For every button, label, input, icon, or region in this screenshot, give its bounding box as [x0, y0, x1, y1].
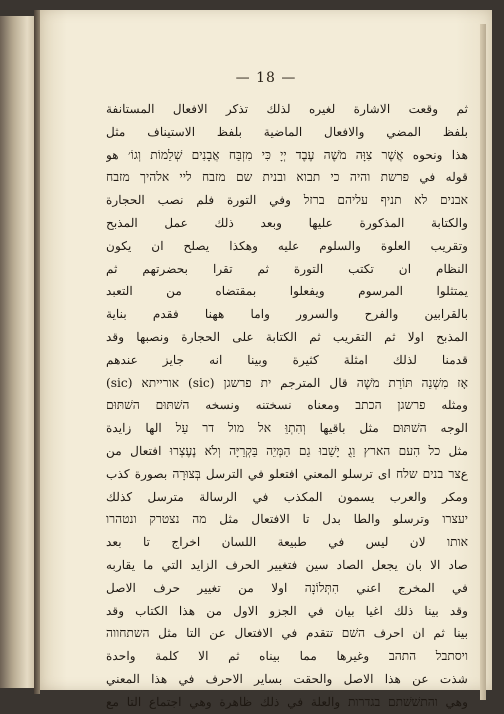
text-line: وهي והתשׁשׁתם בגדרות والعلة في ذلك ظاهرة وهي اجتماع التا مع [106, 694, 468, 709]
text-line: في المخرج اعني הִתְּלוֹנָה اولا من تغيير حرف الاصل [106, 580, 468, 595]
main-text-block [106, 98, 468, 714]
text-line: المذبح اولا ثم التقريب ثم الكتابة على الحجارة ونصبها وقد [106, 329, 468, 344]
text-line: والكتابة المذكورة عليها وبعد ذلك عمل المذبح [106, 215, 468, 230]
text-line: النظام ان تكتب التورة ثم تقرا بحضرتهم ثم [106, 261, 468, 276]
text-line: وتقريب العلوة والسلوم عليه وهكذا يصلح ان يكون [106, 238, 468, 253]
text-line: هذا ونحوه אֲשֶׁר צִוָּה מֹשֶׁה עֶבֶד יְיָ כִּי מִזְבַּח אֲבָנִים שְׁלֵמוֹת וְגוֹ׳ هو [106, 147, 468, 162]
text-line: الوجه השׁתּוּם مثل باقيها וְהִתְוֵּ אל מול דר עַל الها زايدة [106, 421, 468, 436]
text-line: אָז מִשְׁנֵה תּוֹרַת מֹשֶׁה قال المترجم ית פרשגן (sic) אורייתא (sic) [106, 375, 468, 390]
text-line: אותו لان ليس في طبيعة اللسان اخراج تا بعد [106, 535, 468, 550]
text-line: ثم وقعت الاشارة لغيره لذلك تذكر الافعال المستانفة [106, 102, 468, 116]
text-line: بلفظ المضي والافعال الماضية بلفظ الاستيناف مثل [106, 124, 468, 139]
page-stack-edge [480, 24, 486, 700]
text-line: יעצרו وترسلو والطا بدل تا الافتعال مثل מה נצטרק ונטהרו [106, 512, 468, 527]
text-line: ויסתבל התהב وغيرها مما بيناه ثم الا كلمة واحدة [106, 649, 468, 664]
text-line: قدمنا لذلك امثلة كثيرة وبينا انه جايز عندهم [106, 352, 468, 367]
previous-page-edge [0, 16, 35, 688]
text-line: شذت عن هذا الاصل والحقت بساير الاحرف في هذا المعني [106, 671, 468, 686]
text-line: عצר בנים שלח ای ترسلو المعني افتعلو في الترسل בְּצוּרָה بصورة كذب [106, 466, 468, 481]
text-line: ومكر والعرب يسمون المكذب في الرسالة مترسل كذلك [106, 489, 468, 504]
text-line: وقد بينا ذلك اغيا بيان في الجزو الاول من هذا الكتاب وقد [106, 603, 468, 618]
text-line: بينا ثم ان احرف השׁם تتقدم في الافتعال عن التا مثل השתחווה [106, 626, 468, 641]
text-line: قوله في פרשת והיה כי תבוא ובנית שם מזבח ליי אלהיך מזבח [106, 170, 468, 185]
book-page [40, 10, 492, 709]
page-number: — 18 — [235, 70, 297, 86]
text-line: אבנים לא תניף עליהם ברזל وفي التورة فلم نصب الحجارة [106, 193, 468, 208]
text-line: ومثله פרשגן הכתב ومعناه نسختنه ونسخه השׁתּוּם השׁתּוּם [106, 398, 468, 413]
text-line: بالقرابين والفرح والسرور واما ههنا فقدم بناية [106, 307, 468, 322]
text-line: مثل כל הִעם הארץ וַגֻ יָשַׁבוּ גַם הַמְּיֵה בַּקְרֵיָּה וְלֹא נֶעֶצְרוּ افتعال من [106, 443, 468, 458]
text-line: صاد الا بان يجعل الصاد سين فتغيير الحرف الزايد التي ما يقاربه [106, 557, 468, 572]
text-line: يمتثلوا المرسوم ويفعلوا بمقتضاه من التعبد [106, 284, 468, 299]
